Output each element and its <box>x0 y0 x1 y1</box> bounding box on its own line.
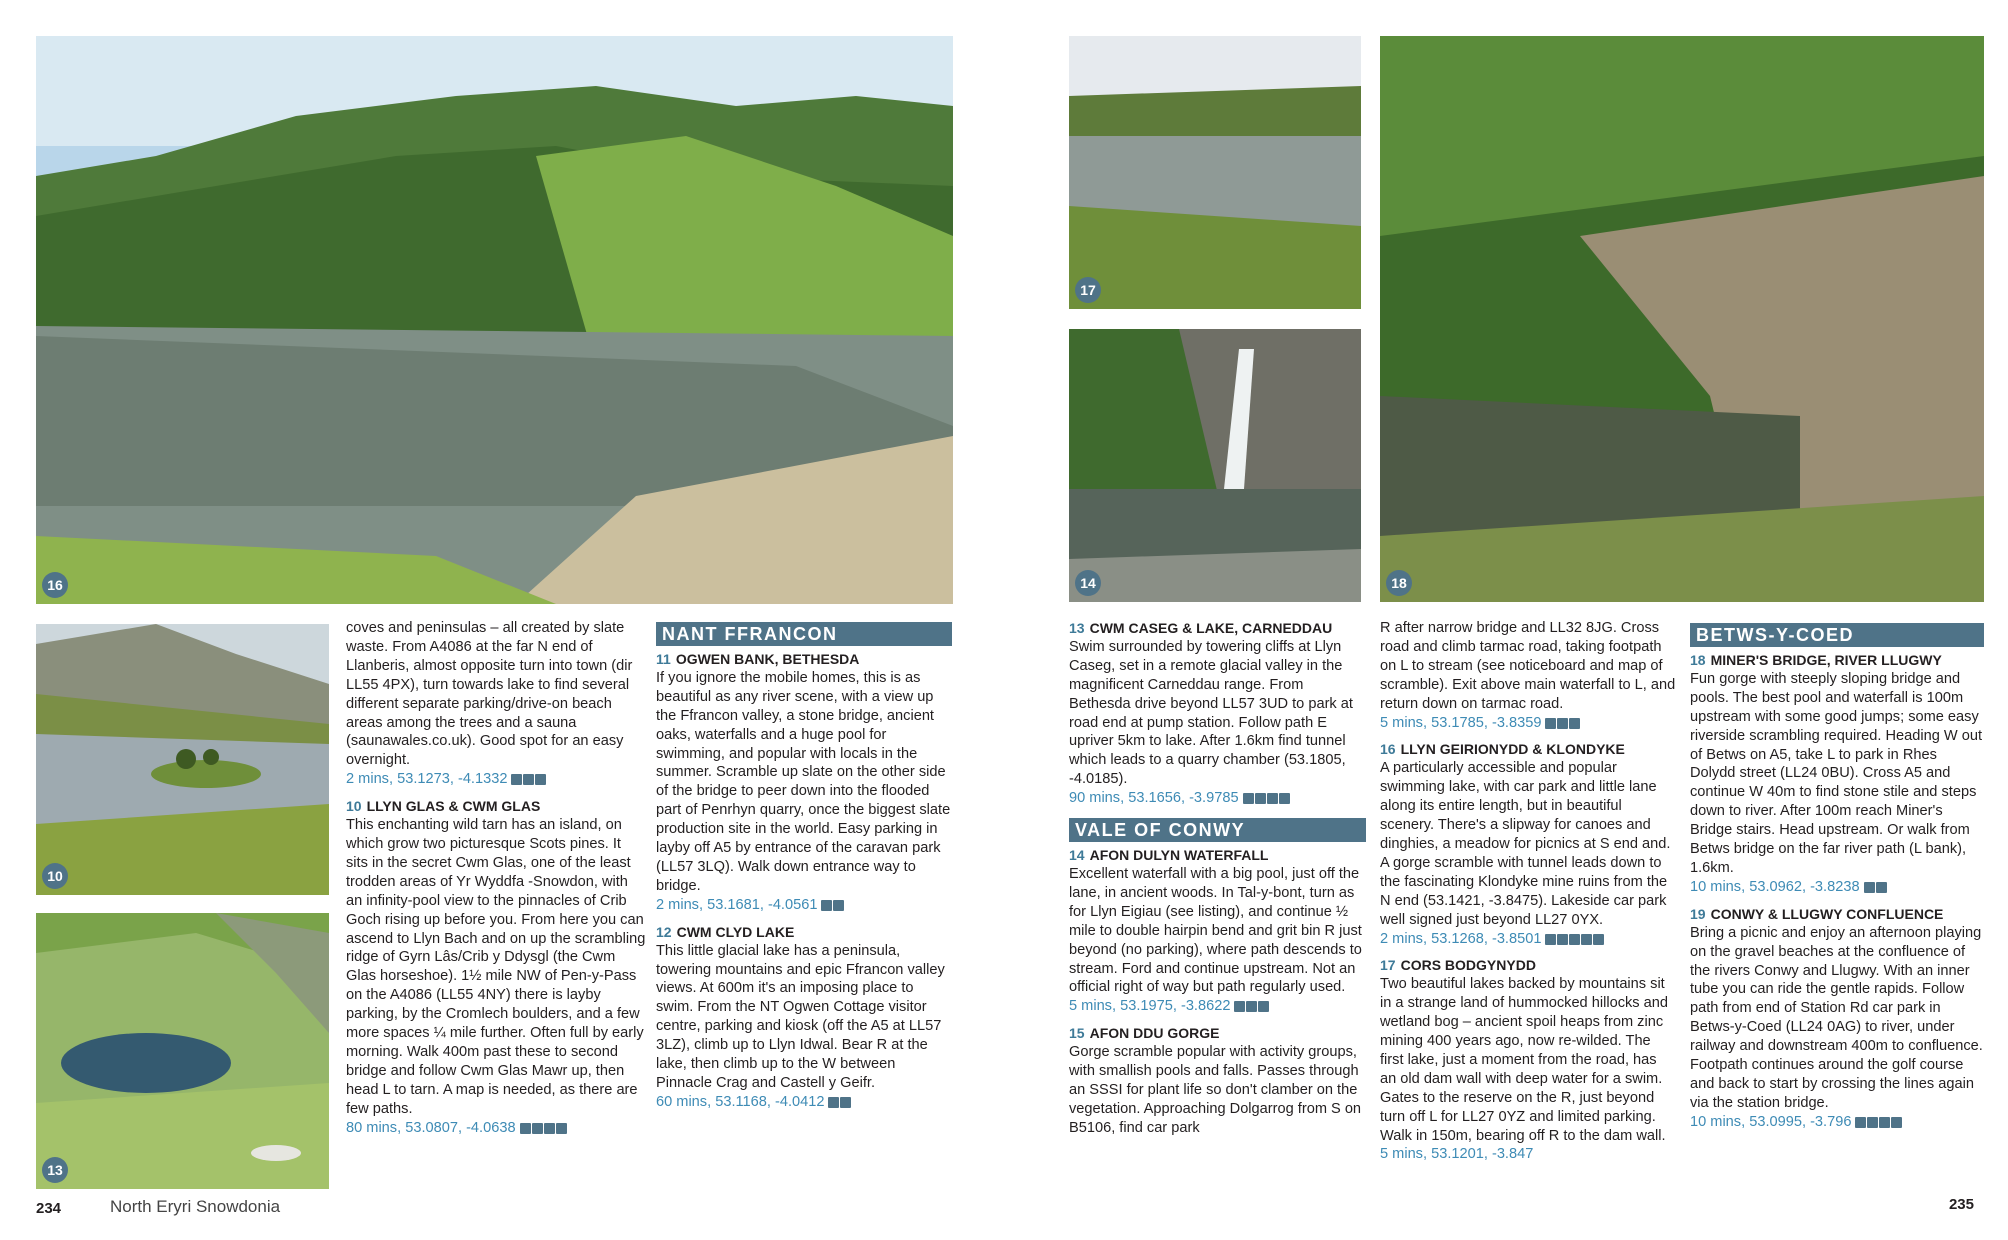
amenity-icons <box>1545 932 1605 951</box>
running-title: North Eryri Snowdonia <box>110 1197 281 1216</box>
page-number-right: 235 <box>1948 1196 1974 1213</box>
amenity-icons <box>821 898 845 917</box>
photo-tarn-10 <box>36 624 329 895</box>
page-number-left: 234 <box>36 1200 62 1217</box>
entry-text: Two beautiful lakes backed by mountains sit in a strange land of hummocked hillocks and wetland bog – ancient spoil heaps from zinc mining 400 years ago, now re-wilded. The first lake, just a moment from the road, has an old dam wall with deep water for a swim. Gates to the reserve on the R, just beyond turn off L for LL27 0YZ and limited parking. Walk in 150m, bearing off R to the dam wall. <box>1380 976 1668 1144</box>
amenity-icons <box>1234 999 1270 1018</box>
entry-text: Gorge scramble popular with activity groups, with smallish pools and falls. Passes through an SSSI for plant life so don't clamber on the vegetation. Approaching Dolgarrog from S on B5106, find car park <box>1069 1044 1362 1136</box>
entry-title <box>656 650 952 669</box>
photo-number-badge: 16 <box>42 572 68 598</box>
entry-text: R after narrow bridge and LL32 8JG. Cross road and climb tarmac road, taking footpath on L to stream (see noticeboard and map of scramble). Exit above main waterfall to L, and return down on tarmac road. <box>1380 620 1676 712</box>
entry-meta <box>1069 997 1366 1018</box>
entry-meta <box>346 1119 646 1140</box>
photo-gorge-18 <box>1380 36 1984 602</box>
entry-meta <box>1690 878 1984 899</box>
entry-title <box>656 923 952 942</box>
entry-meta-text: 60 mins, 53.1168, -4.0412 <box>656 1093 825 1110</box>
photo-number-badge: 17 <box>1075 277 1101 303</box>
entry-text: This enchanting wild tarn has an island, on which grow two picturesque Scots pines. It sits in the secret Cwm Glas, one of the least trodden areas of Yr Wyddfa -Snowdon, with an infinity-pool view to the pinnacles of Crib Goch rising up before you. From here you can ascend to Llyn Bach and on up the scrambling ridge of Gyrn Lâs/Crib y Ddysgl (the Cwm Glas horseshoe). 1½ mile NW of Pen-y-Pass on the A4086 (LL55 4NY) there is layby parking, by the Cromlech boulders, and a few more spaces ¼ mile further. Often full by early morning. Walk 400m past these to second bridge and follow Cwm Glas Mawr up, then head L to tarn. A map is needed, as there are few paths. <box>346 817 646 1117</box>
entry-text: Bring a picnic and enjoy an afternoon playing on the gravel beaches at the confluence of the rivers Conwy and Llugwy. With an inner tube you can ride the gentle rapids. Follow path from end of Station Rd car park in Betws-y-Coed (LL24 0AG) to river, under railway and downstream 400m to confluence. Footpath continues around the golf course and back to start by crossing the lines again via the station bridge. <box>1690 924 1983 1111</box>
entry-meta <box>656 1093 952 1114</box>
photo-cwm-13 <box>36 913 329 1189</box>
entry-title <box>1069 619 1366 638</box>
entry-text: Fun gorge with steeply sloping bridge and pools. The best pool and waterfall is 100m upstream with some good jumps; some easy riverside scrambling required. Heading W out of Betws on A5, take L to park in Rhes Dolydd street (LL24 0BU). Cross A5 and continue W 40m to find stone stile and steps down to river. After 100m reach Miner's Bridge stairs. Head upstream. Or walk from Betws bridge on the far river path (L bank), 1.6km. <box>1690 670 1983 876</box>
text-column-d <box>1380 619 1676 1164</box>
entry-meta-text: 5 mins, 53.1785, -3.8359 <box>1380 714 1542 731</box>
entry-title-text: MINER'S BRIDGE, RIVER LLUGWY <box>1710 652 1942 668</box>
entry-meta <box>1069 789 1366 810</box>
entry-title <box>1690 905 1984 924</box>
text-column-a <box>346 619 646 1139</box>
entry-number: 16 <box>1380 741 1396 758</box>
entry-title-text: OGWEN BANK, BETHESDA <box>675 651 860 667</box>
photo-lake-16 <box>36 36 953 604</box>
entry-meta-text: 5 mins, 53.1975, -3.8622 <box>1069 998 1231 1015</box>
photo-waterfall-14 <box>1069 329 1361 602</box>
entry-text: Swim surrounded by towering cliffs at Llyn Caseg, set in a remote glacial valley in the magnificent Carneddau range. From Bethesda drive beyond LL57 3UD to park at road end at pump station. Follow path E upriver 5km to lake. After 1.6km find tunnel which leads to a quarry chamber (53.1805, -4.0185). <box>1069 638 1353 788</box>
amenity-icons <box>520 1121 568 1140</box>
text-column-b <box>656 622 952 1114</box>
entry-meta <box>1380 714 1676 735</box>
amenity-icons <box>1545 716 1581 735</box>
text-column-c <box>1069 619 1366 1138</box>
entry-title-text: LLYN GEIRIONYDD & KLONDYKE <box>1400 741 1625 758</box>
entry-text: coves and peninsulas – all created by slate waste. From A4086 at the far N end of Llanberis, almost opposite turn into town (dir LL55 4PX), turn towards lake to find several different separate parking/drive-on beach areas among the trees and a sauna (saunawales.co.uk). Good spot for an easy overnight. <box>346 620 633 769</box>
entry-number: 15 <box>1069 1025 1085 1042</box>
entry-title <box>346 797 646 816</box>
entry-meta-text: 2 mins, 53.1273, -4.1332 <box>346 771 508 788</box>
entry-number: 17 <box>1380 957 1396 974</box>
entry-title <box>1380 740 1676 759</box>
entry-meta-text: 2 mins, 53.1268, -3.8501 <box>1380 930 1542 947</box>
amenity-icons <box>1855 1115 1903 1134</box>
entry-meta-text: 90 mins, 53.1656, -3.9785 <box>1069 790 1239 807</box>
amenity-icons <box>1864 880 1888 899</box>
entry-text: Excellent waterfall with a big pool, just off the lane, in ancient woods. In Tal-y-bont, turn as for Llyn Eigiau (see listing), and continue ½ mile to double hairpin bend and grit bin R just beyond (no parking), where path descends to stream. Ford and continue upstream. Not an official right of way but path regularly used. <box>1069 865 1362 996</box>
section-header: VALE OF CONWY <box>1069 818 1366 842</box>
entry-title <box>1069 1024 1366 1043</box>
entry-meta-text: 10 mins, 53.0962, -3.8238 <box>1690 878 1860 895</box>
entry-number: 12 <box>656 923 672 940</box>
entry-title-text: CWM CASEG & LAKE, CARNEDDAU <box>1089 620 1333 636</box>
photo-number-badge: 10 <box>42 863 68 889</box>
entry-title <box>1069 846 1366 865</box>
entry-number: 13 <box>1069 620 1085 636</box>
entry-meta <box>1380 930 1676 951</box>
entry-meta-text: 2 mins, 53.1681, -4.0561 <box>656 896 818 913</box>
entry-text: If you ignore the mobile homes, this is as beautiful as any river scene, with a view up the Ffrancon valley, a stone bridge, ancient oaks, waterfalls and a huge pool for swimming, and popular with locals in the summer. Scramble up slate on the other side of the bridge to peer down into the flooded part of Penrhyn quarry, once the biggest slate production site in the world. Easy parking in layby off A5 by entrance of the caravan park (LL57 3LQ). Walk down entrance way to bridge. <box>656 669 951 894</box>
photo-number-badge: 13 <box>42 1157 68 1183</box>
section-header: BETWS-Y-COED <box>1690 623 1984 647</box>
entry-title-text: CORS BODGYNYDD <box>1400 957 1536 974</box>
entry-number: 14 <box>1069 847 1085 864</box>
entry-number: 10 <box>346 798 362 815</box>
amenity-icons <box>511 772 547 791</box>
entry-title-text: LLYN GLAS & CWM GLAS <box>366 798 541 815</box>
entry-number: 11 <box>656 651 671 667</box>
photo-number-badge: 14 <box>1075 570 1101 596</box>
entry-title <box>1380 956 1676 975</box>
entry-meta <box>346 770 646 791</box>
entry-meta <box>1690 1113 1984 1134</box>
amenity-icons <box>1243 791 1291 810</box>
entry-number: 19 <box>1690 905 1706 922</box>
entry-title-text: AFON DULYN WATERFALL <box>1089 847 1269 864</box>
entry-number: 18 <box>1690 652 1706 668</box>
entry-meta-text: 10 mins, 53.0995, -3.796 <box>1690 1113 1852 1130</box>
entry-text: A particularly accessible and popular swimming lake, with car park and little lane along its entire length, but in beautiful scenery. There's a slipway for canoes and dinghies, a meadow for picnics at S end and. A gorge scramble with tunnel leads down to the fascinating Klondyke mine ruins from the N end (53.1421, -3.8475). Lakeside car park well signed just beyond LL27 0YX. <box>1380 760 1671 928</box>
entry-text: This little glacial lake has a peninsula, towering mountains and epic Ffrancon valley views. At 600m it's an imposing place to swim. From the NT Ogwen Cottage visitor centre, parking and kiosk (off the A5 at LL57 3LZ), climb up to Llyn Idwal. Bear R at the lake, then climb up to the W between Pinnacle Crag and Castell y Geifr. <box>656 942 945 1091</box>
photo-lake-17 <box>1069 36 1361 309</box>
amenity-icons <box>828 1095 852 1114</box>
photo-number-badge: 18 <box>1386 570 1412 596</box>
entry-title-text: AFON DDU GORGE <box>1089 1025 1220 1042</box>
entry-meta-text: 80 mins, 53.0807, -4.0638 <box>346 1119 516 1136</box>
section-header: NANT FFRANCON <box>656 622 952 646</box>
entry-meta: 5 mins, 53.1201, -3.847 <box>1380 1146 1534 1163</box>
text-column-e <box>1690 623 1984 1134</box>
entry-meta <box>656 896 952 917</box>
entry-title-text: CONWY & LLUGWY CONFLUENCE <box>1710 905 1944 922</box>
entry-title <box>1690 651 1984 670</box>
entry-title-text: CWM CLYD LAKE <box>676 923 795 940</box>
